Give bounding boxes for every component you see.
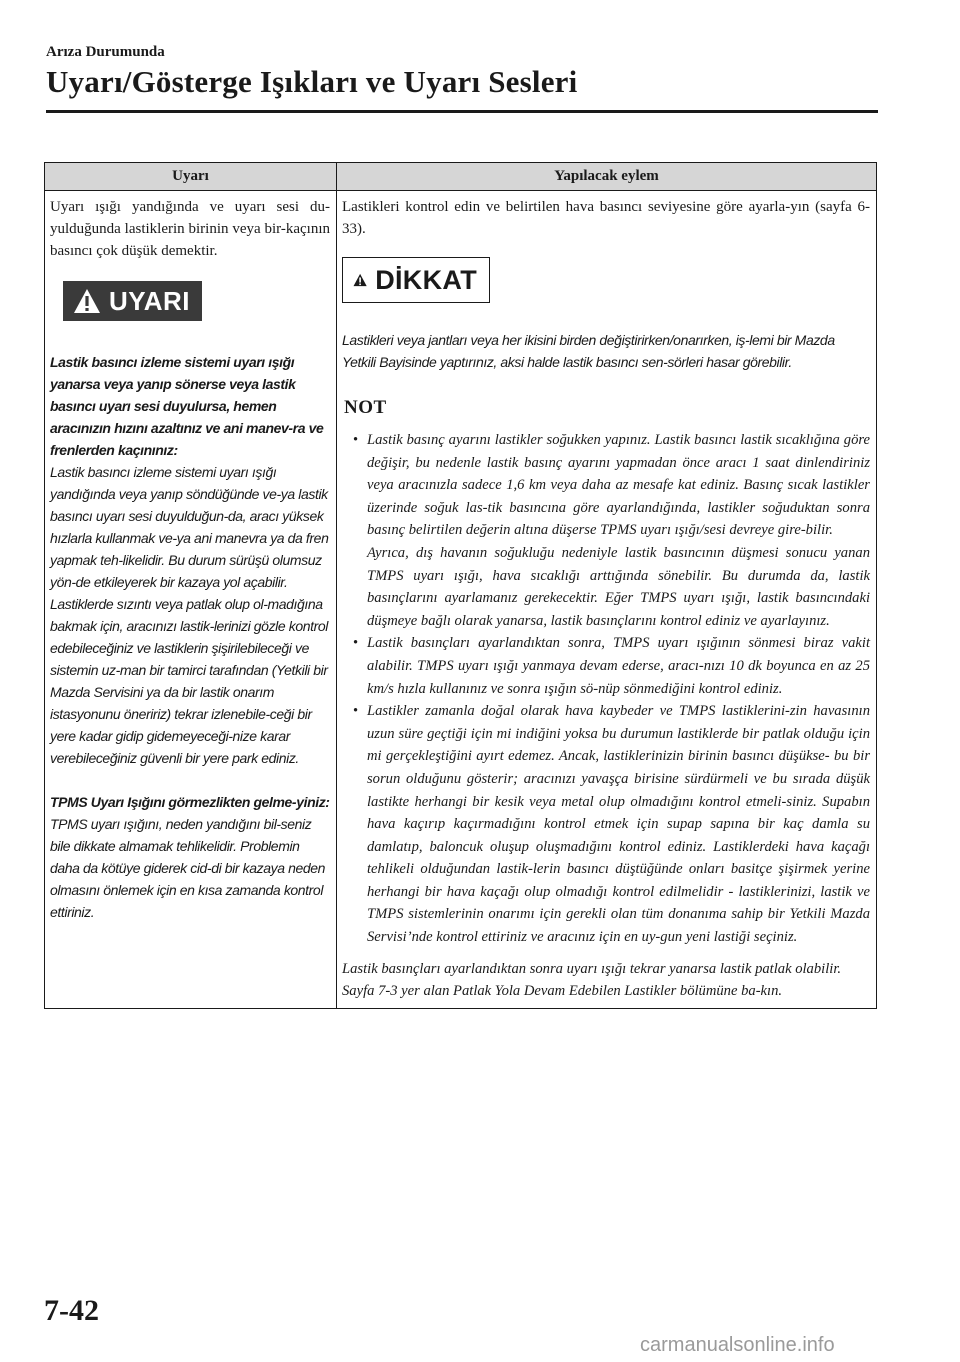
column-header-warning: Uyarı — [45, 163, 337, 191]
bullet-icon: • — [353, 703, 359, 720]
note-paragraph: Lastik basınçları ayarlandıktan sonra, TMPS uyarı ışığının sönmesi biraz vakit alabilir. TMPS uyarı ışığı yanmaya devam ederse, aracı-nızı 10 dk boyunca en az 25 km/s hızla kullanınız ve sonra ışığın sö-nüp sönmediğini kontrol ediniz. — [367, 635, 870, 697]
warning-action-table — [44, 162, 877, 1009]
table-row — [45, 191, 877, 1009]
note-list — [342, 429, 870, 949]
bullet-icon: • — [353, 432, 359, 448]
action-cell — [337, 191, 877, 1009]
warning-badge-label: UYARI — [109, 285, 191, 316]
caution-badge-label: DİKKAT — [375, 264, 477, 295]
table-header-row — [45, 163, 877, 191]
note-paragraph: Lastik basınç ayarını lastikler soğukken yapınız. Lastik basıncı lastik sıcaklığına göre değişir, bu nedenle lastik basınç ayarını yapmadan önce aracı 1 saat dinlendiriniz veya aracınızla sadece 1,6 km veya daha az mesafe kat ediniz. Basınç sıcak lastikler üzerinde soğuk las-tik basıncına göre ayarlandığında, lastikler soğuduktan sonra basınç belirtilen değerin altına düşerse TPMS uyarı ışığı/sesi devreye gire-bilir. — [367, 432, 870, 539]
caution-triangle-icon — [353, 267, 367, 293]
bullet-icon: • — [353, 635, 359, 652]
watermark: carmanualsonline.info — [640, 1334, 835, 1356]
page-title: Uyarı/Gösterge Işıkları ve Uyarı Sesleri — [46, 64, 578, 99]
action-intro: Lastikleri kontrol edin ve belirtilen hava basıncı seviyesine göre ayarla-yın (sayfa 6-33). — [342, 199, 870, 237]
list-item — [342, 632, 870, 700]
list-item — [342, 429, 870, 632]
closing-text-1: Lastik basınçları ayarlandıktan sonra uyarı ışığı tekrar yanarsa lastik patlak olabilir. — [342, 960, 842, 977]
warning-block2-heading: TPMS Uyarı Işığını görmezlikten gelme-yiniz: — [50, 794, 330, 810]
warning-block2-body: TPMS uyarı ışığını, neden yandığını bil-seniz bile dikkate almamak tehlikelidir. Problemin daha da kötüye giderek cid-di bir kazaya neden olmasını önlemek için en kısa zamanda kontrol ettiriniz. — [50, 816, 326, 920]
closing-text-2: Sayfa 7-3 yer alan Patlak Yola Devam Edebilen Lastikler bölümüne ba-kın. — [342, 982, 783, 999]
warning-triangle-icon — [73, 288, 101, 314]
warning-block1-body: Lastik basıncı izleme sistemi uyarı ışığı yandığında veya yanıp söndüğünde ve-ya lastik basıncı uyarı sesi duyulduğun-da, aracı yüksek hızlarla kullanmak ve-ya ani manevra ya da fren yapmak teh-likelidir. Bu durum sürüşü olumsuz yön-de etkileyerek bir kazaya yol açabilir. Lastiklerde sızıntı veya patlak olup ol-madığına bakmak için, aracınızı lastik-lerinizi gözle kontrol edebileceğiniz ve lastiklerin şişirilebileceği ve sistemin uz-man bir tamirci tarafından (Yetkili bir Mazda Servisini ya da bir lastik onarım istasyonunu öneririz) tekrar izlenebile-ceği bir yere kadar gidip gidemeyeceği-nize karar verebileceğiniz güvenli bir yere park ediniz. — [50, 464, 329, 766]
warning-intro: Uyarı ışığı yandığında ve uyarı sesi du-yulduğunda lastiklerin birinin veya bir-kaçının basıncı çok düşük demektir. — [50, 199, 330, 259]
warning-badge — [63, 281, 202, 321]
title-divider — [46, 110, 878, 113]
caution-badge — [342, 257, 490, 303]
page-number: 7-42 — [44, 1294, 99, 1327]
section-label: Arıza Durumunda — [46, 44, 165, 60]
warning-cell — [45, 191, 337, 1009]
list-item — [342, 700, 870, 949]
column-header-action: Yapılacak eylem — [337, 163, 877, 191]
caution-text: Lastikleri veya jantları veya her ikisini birden değiştirirken/onarırken, iş-lemi bir Mazda Yetkili Bayisinde yaptırınız, aksi halde lastik basıncı sen-sörleri hasar görebilir. — [342, 332, 835, 370]
note-paragraph: Ayrıca, dış havanın soğukluğu nedeniyle lastik basıncının düşmesi sonucu yanan TMPS uyarı ışığı, hava sıcaklığı arttığında sönebilir. Bu durumda da, lastik basınçlarını ayarlamanız gerekecektir. Eğer TMPS uyarı ışığı, lastik basıncındaki düşmeye bağlı olarak yanarsa, lastik basınçlarını kontrol ediniz ve ayarlayınız. — [367, 544, 870, 629]
note-paragraph: Lastikler zamanla doğal olarak hava kaybeder ve TMPS lastiklerini-zin havasının uzun süre geçtiği için mi indiğini yoksa bu durumun lastiklerde bir patlak olduğu için mi gerçekleştiğini ayırt edemez. Ancak, lastiklerinizin birinin basıncı düşükse- bu bir sorun olduğunu gösterir; aracınızı yavaşça birisine sürdürmeli ve bu sırada düşük lastikte herhangi bir kesik veya metal olup olmadığını kontrol etmeli-siniz. Supabın hava kaçırıp kaçırmadığını kontrol etmek için supap sapına bir kaç damla su damlatıp, baloncuk oluşup oluşmadığını kontrol ediniz. Lastiklerdeki hava kaçağı tehlikeli olduğundan lastik-lerin basıncı düştüğünde onları basitçe şişirmek yerine herhangi bir hava kaçağı olup olmadığı kontrol edilmelidir - lastiklerinizi, lastik ve TMPS sistemlerinin onarımı için gerekli olan tüm donanıma sahip bir Yetkili Mazda Servisi’nde kontrol ettiriniz ve aracınız için en uy-gun yeni lastiği seçiniz. — [367, 703, 870, 946]
note-heading: NOT — [344, 397, 387, 418]
warning-block1-heading: Lastik basıncı izleme sistemi uyarı ışığı yanarsa veya yanıp sönerse veya lastik basıncı uyarı sesi duyulursa, hemen aracınızın hızını azaltınız ve ani manev-ra ve frenlerden kaçınınız: — [50, 354, 324, 458]
